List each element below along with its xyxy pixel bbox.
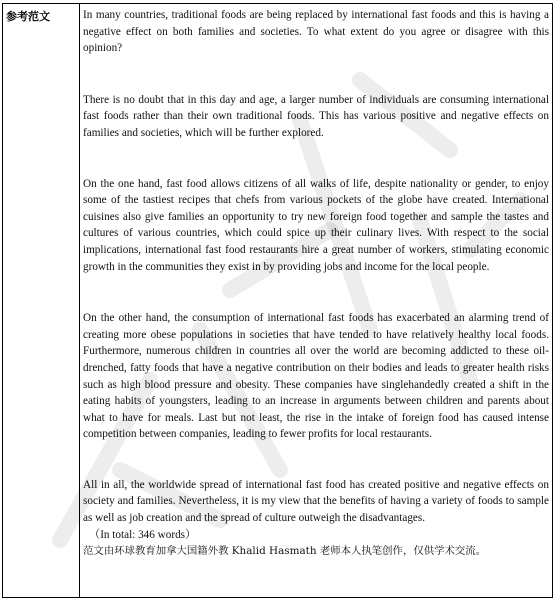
essay-paragraph-body-1: On the one hand, fast food allows citizens of all walks of life, despite nationality or gender, to enjoy some of the tastiest recipes that chefs from various pockets of the globe have created. International cuisines also give families an opportunity to try new foreign food together and sample the tastes and cultures of various countries, which could spice up their culinary lives. With respect to the social implications, international fast food restaurants hire a great number of workers, stimulating economic growth in the communities they exist in by providing jobs and income for the local people. bbox=[83, 177, 549, 273]
column-divider bbox=[79, 4, 80, 597]
section-label: 参考范文 bbox=[6, 10, 50, 23]
essay-paragraph-intro: There is no doubt that in this day and age, a larger number of individuals are consuming international fast foods rather than their own traditional foods. This has various positive and negative effects on families and societies, which will be further explored. bbox=[83, 93, 549, 139]
essay-paragraph-conclusion: All in all, the worldwide spread of international fast food has created positive and negative effects on society and families. Nevertheless, it is my view that the benefits of having a variety of foods to sample as well as job creation and the spread of culture outweigh the disadvantages. bbox=[83, 478, 549, 525]
word-count: （In total: 346 words） bbox=[89, 528, 197, 541]
essay-table bbox=[2, 3, 553, 598]
author-note: 范文由环球教育加拿大国籍外教 Khalid Hasmath 老师本人执笔创作，仅供学术交流。 bbox=[83, 545, 487, 558]
essay-content bbox=[83, 7, 549, 560]
essay-question: In many countries, traditional foods are being replaced by international fast foods and this is having a negative effect on both families and societies. To what extent do you agree or disagree with this opinion? bbox=[83, 9, 549, 55]
essay-paragraph-body-2: On the other hand, the consumption of international fast foods has exacerbated an alarming trend of creating more obese populations in societies that have tended to have relatively healthy local foods. Furthermore, numerous children in countries all over the world are becoming addicted to these oil-drenched, fatty foods that have a negative contribution on their bodies and leads to greater health risks such as high blood pressure and obesity. These companies have singlehandedly created a shift in the eating habits of youngsters, leading to an increase in arguments between children and parents about what to have for meals. Last but not least, the rise in the intake of foreign food has caused intense competition between companies, leading to fewer profits for local restaurants. bbox=[83, 312, 549, 441]
